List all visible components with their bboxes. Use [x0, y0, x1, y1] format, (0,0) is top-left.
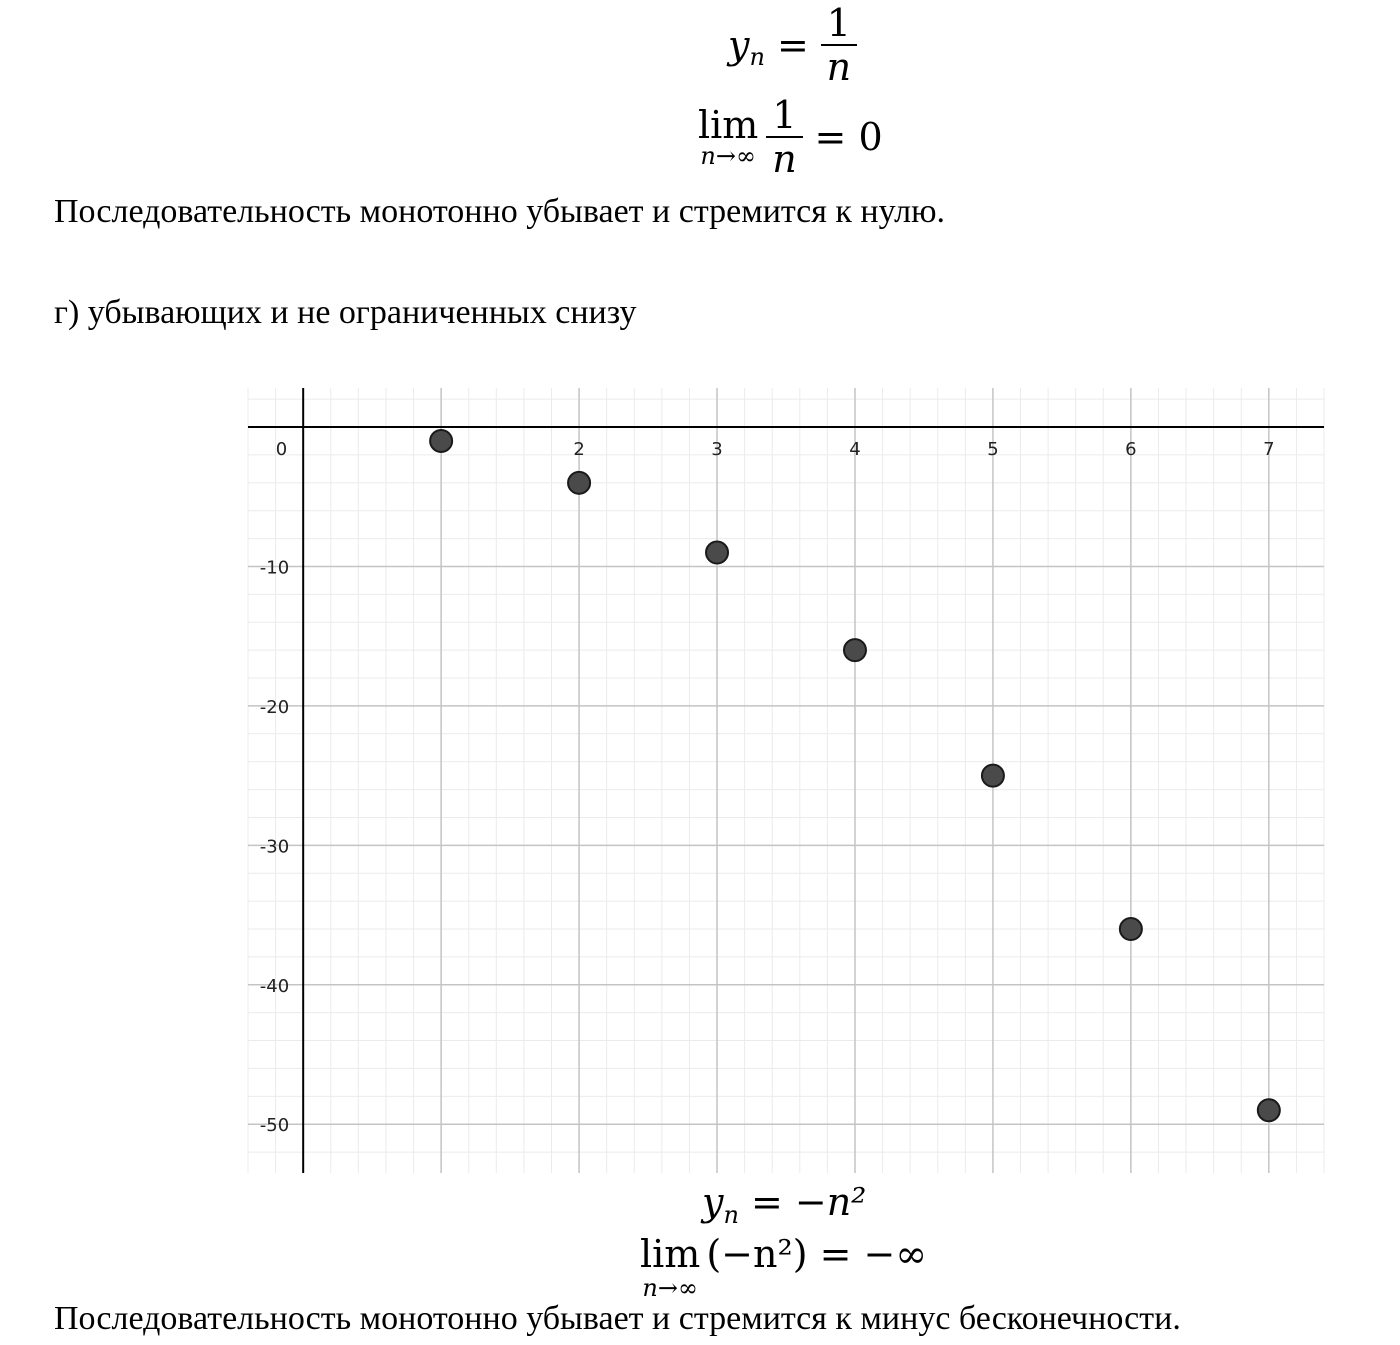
limit-word: lim — [640, 1232, 701, 1276]
y-tick-label: -40 — [259, 975, 290, 997]
y-tick-label: -50 — [259, 1115, 290, 1137]
tick-labels — [260, 439, 1275, 1136]
data-point — [430, 430, 452, 452]
data-point — [1258, 1099, 1280, 1121]
data-point — [568, 472, 590, 494]
formula-equals: = — [776, 23, 809, 67]
data-point — [1120, 918, 1142, 940]
x-tick-label: 4 — [849, 439, 861, 461]
section-heading-g: г) убывающих и не ограниченных снизу — [54, 294, 637, 331]
formula-var: y — [728, 23, 750, 67]
grid-minor — [248, 388, 1324, 1173]
formula-limit-2 — [640, 1234, 927, 1300]
formula-numerator: 1 — [821, 4, 857, 46]
y-tick-label: 0 — [275, 439, 288, 461]
data-point — [706, 542, 728, 564]
limit-word: lim — [698, 103, 759, 147]
y-tick-label: -30 — [259, 836, 290, 858]
formula-subscript: n — [749, 43, 765, 71]
paragraph-conclusion-1: Последовательность монотонно убывает и стремится к нулю. — [54, 193, 945, 230]
limit-subscript: n→∞ — [700, 142, 756, 170]
formula-sequence-2 — [702, 1180, 867, 1229]
limit-subscript: n→∞ — [642, 1273, 698, 1302]
formula-var: y — [702, 1180, 724, 1224]
data-point — [844, 639, 866, 661]
formula-subscript: n — [723, 1201, 739, 1229]
data-point — [982, 765, 1004, 787]
x-tick-label: 2 — [573, 439, 585, 461]
x-tick-label: 3 — [711, 439, 723, 461]
grid-major — [248, 388, 1324, 1173]
limit-operator — [640, 1234, 700, 1300]
y-tick-label: -20 — [259, 696, 290, 718]
paragraph-conclusion-2: Последовательность монотонно убывает и стремится к минус бесконечности. — [54, 1300, 1181, 1337]
x-tick-label: 7 — [1263, 439, 1275, 461]
y-tick-label: -10 — [259, 557, 290, 579]
limit-denominator: n — [772, 137, 797, 181]
limit-numerator: 1 — [766, 96, 802, 138]
formula-denominator: n — [826, 45, 852, 89]
x-tick-label: 5 — [987, 439, 999, 461]
limit-result: = 0 — [814, 115, 883, 159]
limit-expression: (−n²) = −∞ — [706, 1232, 928, 1276]
axes — [248, 388, 1324, 1173]
x-tick-label: 6 — [1125, 439, 1137, 461]
formula-rhs: = −n² — [750, 1180, 867, 1224]
